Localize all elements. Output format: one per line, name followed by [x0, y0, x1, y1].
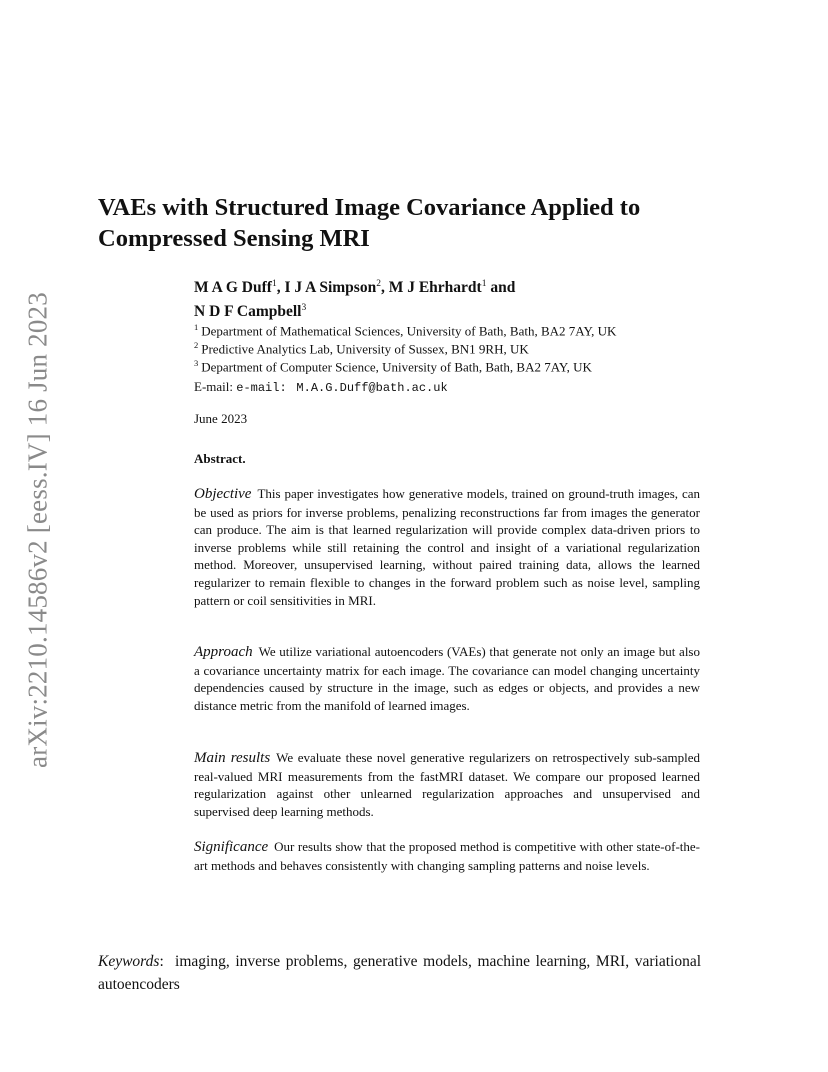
affiliation-text: Department of Mathematical Sciences, University of Bath, Bath, BA2 7AY, UK: [201, 323, 617, 339]
abstract-heading: Abstract.: [194, 451, 246, 466]
abstract-significance: [194, 838, 700, 874]
paragraph-lead: Significance: [194, 839, 269, 855]
author-name: M A G Duff: [194, 279, 272, 297]
paragraph-lead: Main results: [194, 750, 271, 766]
abstract-objective: [194, 485, 700, 609]
author-name: I J A Simpson: [284, 279, 377, 297]
author-separator: ,: [276, 279, 285, 297]
abstract-main-results: [194, 749, 700, 820]
email-address[interactable]: M.A.G.Duff@bath.ac.uk: [296, 381, 448, 395]
affiliation-number: 1: [194, 322, 199, 332]
author-affiliation-mark: 3: [301, 303, 307, 314]
paragraph-lead: Objective: [194, 486, 252, 502]
email-field: e-mail:: [236, 381, 287, 395]
paper-title: VAEs with Structured Image Covariance Applied to Compressed Sensing MRI: [98, 194, 641, 252]
author-affiliation-mark: 1: [481, 279, 487, 289]
keywords-text: imaging, inverse problems, generative models, machine learning, MRI, variational autoencoders: [98, 953, 702, 993]
email-label: E-mail:: [194, 379, 233, 394]
paragraph-text: We utilize variational autoencoders (VAEs) that generate not only an image but also a covariance uncertainty matrix for each image. The covariance can model changing uncertainty dependencies caused by structure in the image, such as edges or objects, and provides a new distance metric from the manifold of learned images.: [194, 644, 700, 713]
affiliation-text: Predictive Analytics Lab, University of Sussex, BN1 9RH, UK: [201, 341, 529, 357]
contact-email: [194, 379, 448, 395]
paragraph-text: We evaluate these novel generative regularizers on retrospectively sub-sampled real-valued MRI measurements from the fastMRI dataset. We compare our proposed learned regularization against other unlearned regularization approaches and unsupervised and supervised deep learning methods.: [194, 750, 700, 819]
author-name: N D F Campbell: [194, 303, 302, 321]
paragraph-text: Our results show that the proposed method is competitive with other state-of-the-art methods and behaves consistently with changing sampling patterns and noise levels.: [194, 839, 700, 873]
author-affiliation-mark: 1: [271, 279, 277, 289]
paragraph-text: This paper investigates how generative models, trained on ground-truth images, can be used as priors for inverse problems, penalizing reconstructions far from images the generator can produce. The aim is that learned regularization will provide complex data-driven priors to inverse problems while still retaining the control and insight of a variational regularization method. Moreover, unsupervised learning, without paired training data, allows the learned regularizer to remain flexible to changes in the forward problem such as noise level, sampling pattern or coil sensitivities in MRI.: [194, 486, 700, 608]
author-affiliation-mark: 2: [376, 279, 381, 289]
affiliation: [194, 354, 714, 376]
keywords-label: Keywords: [98, 953, 160, 970]
affiliation-number: 3: [194, 358, 199, 368]
affiliation-text: Department of Computer Science, University of Bath, Bath, BA2 7AY, UK: [201, 359, 592, 375]
abstract-approach: [194, 643, 700, 714]
affiliation-number: 2: [194, 340, 199, 350]
arxiv-identifier: arXiv:2210.14586v2 [eess.IV] 16 Jun 2023: [22, 292, 53, 768]
keywords: Keywords: imaging, inverse problems, generative models, machine learning, MRI, variational autoencoders: [98, 953, 702, 993]
paragraph-lead: Approach: [194, 644, 253, 660]
author-name: M J Ehrhardt: [388, 279, 482, 297]
author-separator: and: [486, 279, 516, 297]
author-list: [194, 274, 714, 322]
author-separator: ,: [380, 279, 389, 297]
publication-date: June 2023: [194, 411, 248, 426]
